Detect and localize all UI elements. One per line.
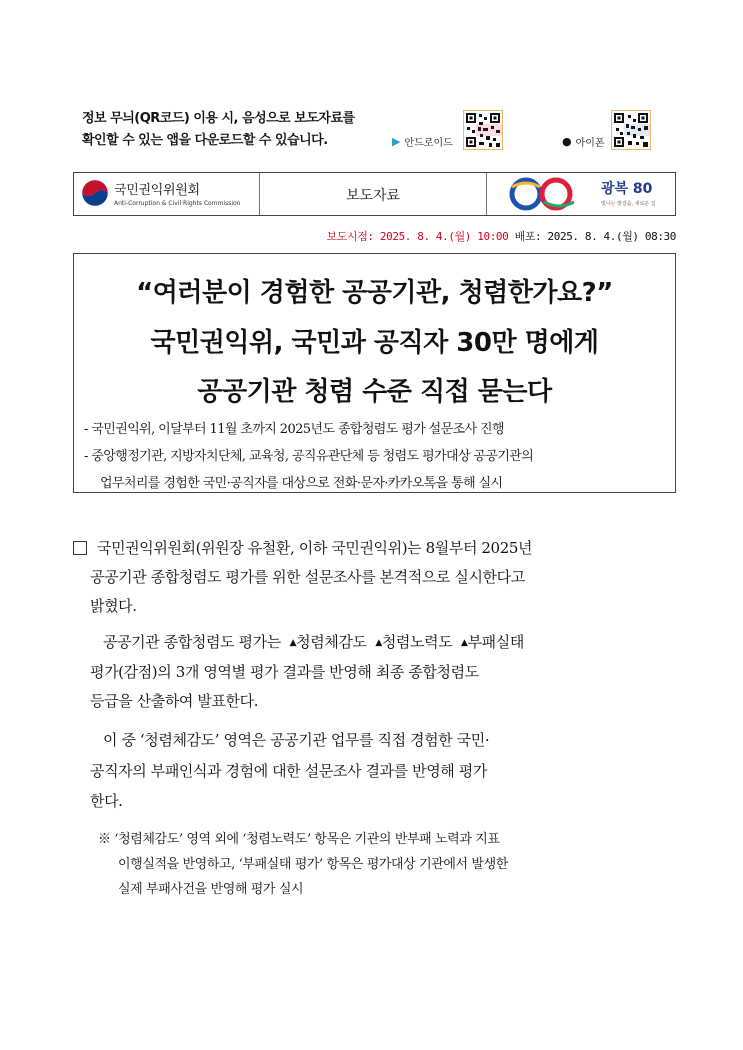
header-divider [486,173,487,215]
paragraph-3-line-3: 한다. [90,792,123,810]
note-line-2: 이행실적을 반영하고, ‘부패실태 평가’ 항목은 평가대상 기관에서 발생한 [118,857,508,872]
subheadline-2-continued: 업무처리를 경험한 국민·공직자를 대상으로 전화·문자·카카오톡을 통해 실시 [100,476,503,491]
paragraph-2-line-2: 평가(감점)의 3개 영역별 평가 결과를 반영해 최종 종합청렴도 [90,663,479,681]
paragraph-1-line-2: 공공기관 종합청렴도 평가를 위한 설문조사를 본격적으로 실시한다고 [90,568,525,586]
qr-notice [82,108,372,152]
embargo-label: 보도시점: [326,230,374,243]
press-header [73,172,676,216]
government-emblem-icon [80,178,110,208]
qr-code-apple[interactable] [611,110,651,150]
paragraph-1-line-3: 밝혔다. [90,597,137,615]
subheadline-2: - 중앙행정기관, 지방자치단체, 교육청, 공직유관단체 등 청렴도 평가대상 공공기관의 [84,449,534,464]
apple-label: 아이폰 [575,138,605,149]
paragraph-2-intro: 공공기관 종합청렴도 평가는 [103,633,281,651]
triangle-bullet-icon: ▲ [289,638,297,648]
qr-notice-line2: 확인할 수 있는 앱을 다운로드할 수 있습니다. [82,133,328,148]
distribution-label: 배포: [514,230,542,243]
liberation-80-subtitle: 빛나는 발걸음, 새로운 길 [601,201,656,207]
area-item-1: 청렴체감도 [296,633,367,651]
headline-line-3: 공공기관 청렴 수준 직접 묻는다 [197,377,552,407]
headline-box [73,253,676,493]
agency-name: 국민권익위원회 [114,183,200,198]
paragraph-3-line-2: 공직자의 부패인식과 경험에 대한 설문조사 결과를 반영해 평가 [90,762,487,780]
note-line-1: ※ ‘청렴체감도’ 영역 외에 ‘청렴노력도’ 항목은 기관의 반부패 노력과 지표 [98,832,500,847]
area-item-2: 청렴노력도 [381,633,453,651]
play-store-icon: ▶ [392,135,401,148]
liberation-80-text: 광복 80 [601,181,653,197]
android-download-link[interactable] [392,134,453,149]
area-item-3: 부패실태 [467,633,524,651]
paragraph-2-line-1 [103,631,524,652]
doc-type-label: 보도자료 [345,188,401,204]
embargo-time: 2025. 8. 4.(월) 10:00 [379,230,509,243]
headline-line-1: “여러분이 경험한 공공기관, 청렴한가요?” [136,278,613,308]
apple-icon: ● [562,135,572,148]
triangle-bullet-icon: ▲ [461,638,468,648]
triangle-bullet-icon: ▲ [375,638,382,648]
android-label: 안드로이드 [404,138,453,149]
paragraph-3-line-1: 이 중 ‘청렴체감도’ 영역은 공공기관 업무를 직접 경험한 국민· [103,731,490,749]
agency-name-english: Anti-Corruption & Civil Rights Commission [114,200,241,207]
subheadline-1: - 국민권익위, 이달부터 11월 초까지 2025년도 종합청렴도 평가 설문조사 진행 [84,422,504,437]
paragraph-checkbox-bullet [73,541,87,555]
distribution-time: 2025. 8. 4.(월) 08:30 [547,230,676,243]
headline-line-2: 국민권익위, 국민과 공직자 30만 명에게 [150,328,599,358]
liberation-80-logo [504,175,594,213]
qr-code-android[interactable] [463,110,503,150]
paragraph-2-line-3: 등급을 산출하여 발표한다. [90,692,259,710]
embargo-line [73,228,676,244]
note-line-3: 실제 부패사건을 반영해 평가 실시 [118,882,304,897]
paragraph-1-line-1: 국민권익위원회(위원장 유철환, 이하 국민권익위)는 8월부터 2025년 [97,539,533,557]
apple-download-link[interactable] [562,134,605,149]
qr-notice-line1: 정보 무늬(QR코드) 이용 시, 음성으로 보도자료를 [82,111,355,126]
